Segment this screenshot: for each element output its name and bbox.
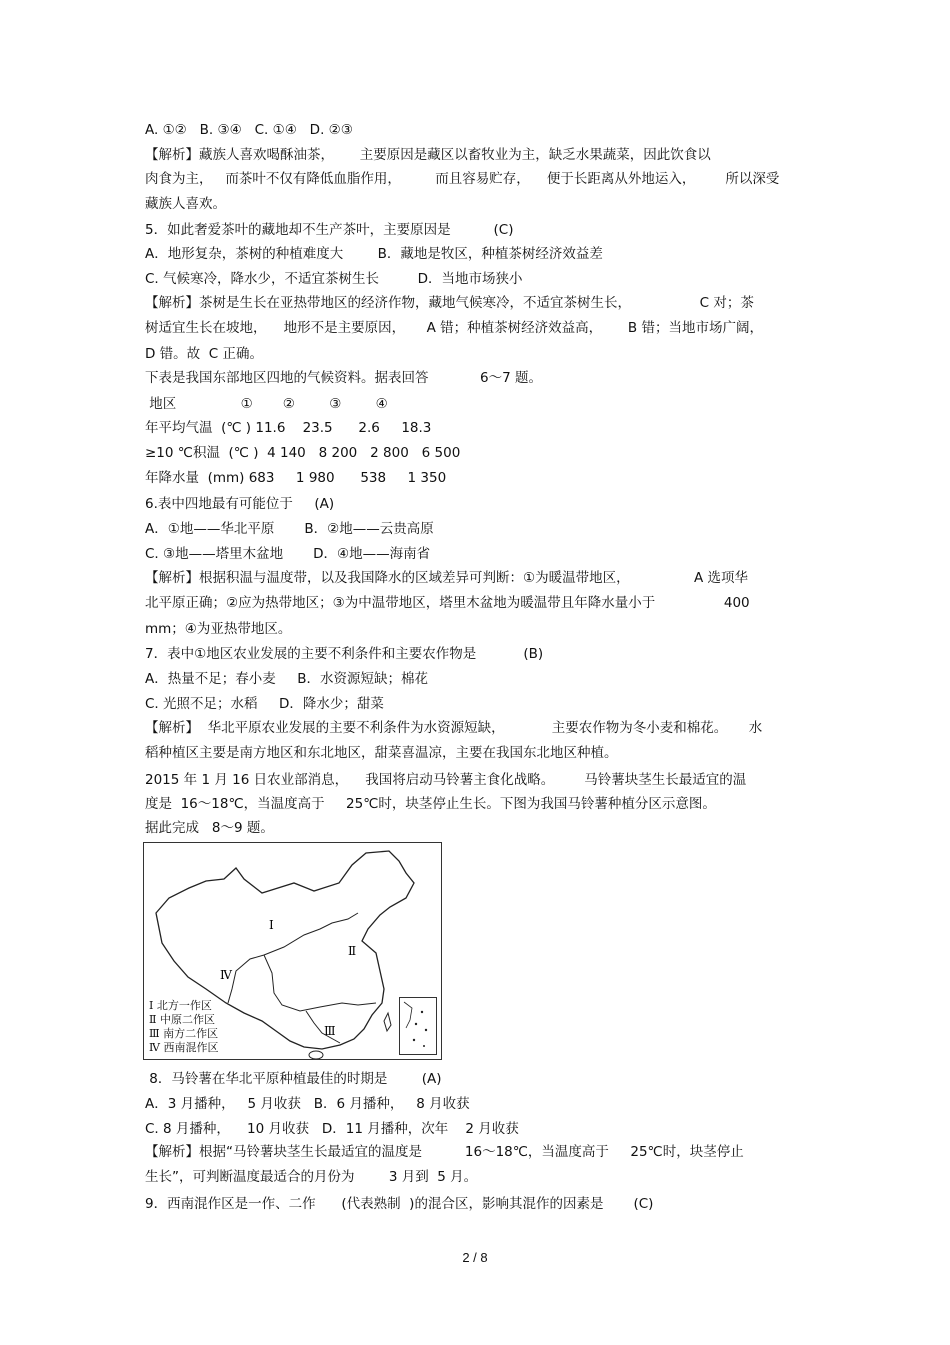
legend-item: Ⅰ 北方一作区 (149, 999, 212, 1012)
table-row: 年平均气温 (℃ ) 11.6 23.5 2.6 18.3 (145, 420, 432, 436)
table-row: ≥10 ℃积温 (℃ ) 4 140 8 200 2 800 6 500 (145, 445, 461, 461)
text-line: 度是 16～18℃，当温度高于 25℃时，块茎停止生长。下图为我国马铃薯种植分区示意图。 (145, 796, 716, 812)
text-line: A. ①② B. ③④ C. ①④ D. ②③ (145, 122, 353, 138)
text-line: mm；④为亚热带地区。 (145, 621, 292, 637)
text-line: C. 8 月播种， 10 月收获 D．11 月播种，次年 2 月收获 (145, 1121, 519, 1137)
text-line: 【解析】根据“马铃薯块茎生长最适宜的温度是 16～18℃，当温度高于 25℃时，块茎停止 (145, 1144, 744, 1160)
text-line: 北平原正确；②应为热带地区；③为中温带地区，塔里木盆地为暖温带且年降水量小于 400 (145, 595, 750, 611)
south-china-sea-inset (399, 997, 437, 1055)
legend-item: Ⅲ 南方二作区 (149, 1027, 219, 1040)
region-label: Ⅱ (348, 944, 357, 958)
question-6: 6.表中四地最有可能位于 (A) (145, 496, 335, 512)
text-line: 【解析】根据积温与温度带，以及我国降水的区域差异可判断：①为暖温带地区， A 选项华 (145, 570, 748, 586)
text-line: 生长”，可判断温度最适合的月份为 3 月到 5 月。 (145, 1169, 478, 1185)
text-line: 下表是我国东部地区四地的气候资料。据表回答 6～7 题。 (145, 370, 542, 386)
text-line: 树适宜生长在坡地， 地形不是主要原因， A 错；种植茶树经济效益高， B 错；当地市场广阔， (145, 320, 763, 336)
question-7: 7．表中①地区农业发展的主要不利条件和主要农作物是 (B) (145, 646, 544, 662)
text-line: A．3 月播种， 5 月收获 B．6 月播种， 8 月收获 (145, 1096, 470, 1112)
table-header: 地区 ① ② ③ ④ (145, 396, 388, 412)
text-line: D 错。故 C 正确。 (145, 346, 263, 362)
region-label: Ⅲ (324, 1024, 336, 1038)
page-number: 2 / 8 (462, 1250, 488, 1265)
question-8: 8．马铃薯在华北平原种植最佳的时期是 (A) (145, 1071, 442, 1087)
text-line: C. 气候寒冷，降水少，不适宜茶树生长 D．当地市场狭小 (145, 271, 523, 287)
table-row: 年降水量 (mm) 683 1 980 538 1 350 (145, 470, 447, 486)
text-line: 据此完成 8～9 题。 (145, 820, 274, 836)
text-line: A．热量不足；春小麦 B．水资源短缺；棉花 (145, 671, 428, 687)
text-line: 【解析】茶树是生长在亚热带地区的经济作物，藏地气候寒冷，不适宜茶树生长， C 对；茶 (145, 295, 754, 311)
text-line: 【解析】藏族人喜欢喝酥油茶， 主要原因是藏区以畜牧业为主，缺乏水果蔬菜，因此饮食以 (145, 147, 711, 163)
text-line: 2015 年 1 月 16 日农业部消息， 我国将启动马铃薯主食化战略。 马铃薯块茎生长最适宜的温 (145, 772, 747, 788)
legend-item: Ⅳ 西南混作区 (149, 1041, 219, 1054)
text-line: 肉食为主， 而茶叶不仅有降低血脂作用， 而且容易贮存， 便于长距离从外地运入， 所以深受 (145, 171, 780, 187)
text-line: A．①地——华北平原 B．②地——云贵高原 (145, 521, 434, 537)
map-legend (149, 999, 219, 1055)
legend-item: Ⅱ 中原二作区 (149, 1013, 215, 1026)
region-label: Ⅰ (269, 918, 274, 932)
region-label: Ⅳ (220, 968, 232, 982)
text-line: 藏族人喜欢。 (145, 196, 226, 212)
text-line: A．地形复杂，茶树的种植难度大 B．藏地是牧区，种植茶树经济效益差 (145, 246, 603, 262)
text-line: 【解析】 华北平原农业发展的主要不利条件为水资源短缺， 主要农作物为冬小麦和棉花。 水 (145, 720, 763, 736)
text-line: C. 光照不足；水稻 D．降水少；甜菜 (145, 696, 384, 712)
potato-zone-map (143, 842, 442, 1060)
text-line: 稻种植区主要是南方地区和东北地区，甜菜喜温凉，主要在我国东北地区种植。 (145, 745, 618, 761)
question-9: 9．西南混作区是一作、二作 (代表熟制 )的混合区，影响其混作的因素是 (C) (145, 1196, 654, 1212)
text-line: C. ③地——塔里木盆地 D．④地——海南省 (145, 546, 431, 562)
question-5: 5．如此奢爱茶叶的藏地却不生产茶叶，主要原因是 (C) (145, 222, 514, 238)
inset-drawing (400, 998, 436, 1054)
